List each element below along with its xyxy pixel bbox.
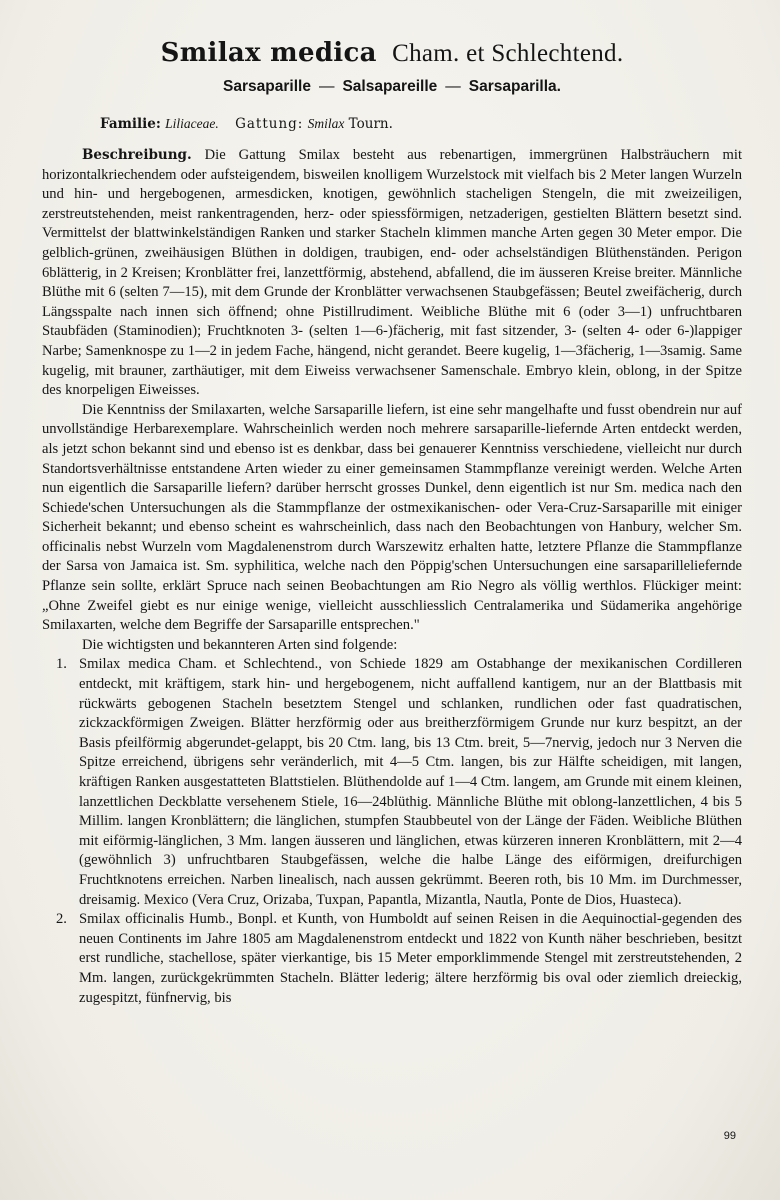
knowledge-paragraph: Die Kenntniss der Smilaxarten, welche Sarsaparille liefern, ist eine sehr mangelhafte und fusst obendrein nur auf unvollständige Herbarexemplare. Wahrscheinlich werden noch mehrere sarsaparille-liefernde Arten entdeckt werden, als jetzt schon bekannt sind und ebenso ist es denkbar, dass bei genauerer Kenntniss verschiedene, vielleicht nur durch Standortsverhältnisse entstandene Arten wieder zu einer gemeinsamen Stammpflanze vereinigt werden. Welche Arten nun eigentlich die Sarsaparille liefern? darüber herrscht grosses Dunkel, denn eigentlich ist nur Sm. medica nach den Schiede'schen Untersuchungen als die Stammpflanze der ostmexikanischen- oder Vera-Cruz-Sarsaparille mit einiger Sicherheit bekannt; und ebenso scheint es wahrscheinlich, dass nach den Beobachtungen von Hanbury, welcher Sm. officinalis nebst Wurzeln vom Magdalenenstrom durch Warszewitz erhalten hatte, letztere Pflanze die Stammpflanze der Sarsa von Jamaica ist. Sm. syphilitica, welche nach den Pöppig'schen Untersuchungen eine sarsaparilleliefernde Pflanze sein sollte, erklärt Spruce nach seinen Beobachtungen am Rio Negro als völlig werthlos. Flückiger meint: „Ohne Zweifel giebt es nur einige wenige, vielleicht ausschliesslich Centralamerika und Südamerika angehörige Smilaxarten, welche dem Begriffe der Sarsaparille entsprechen." [42, 401, 742, 634]
title-species-name: Smilax medica [160, 38, 377, 68]
genus-value: Smilax [307, 116, 345, 131]
genus-label: Gattung: [235, 116, 304, 132]
list-item-number: 1. [56, 656, 67, 673]
page-title [42, 38, 742, 68]
list-item [42, 910, 742, 1008]
list-item-text: Smilax officinalis Humb., Bonpl. et Kunth, von Humboldt auf seinen Reisen in die Aequinoctial-gegenden des neuen Continents im Jahre 1805 am Magdalenenstrom entdeckt und 1822 von Kunth näher beschrieben, besitzt erst rundliche, stachellose, später vierkantige, bis 15 Meter emporklimmende Stengel mit zerstreutstehenden, 2 Mm. langen, zurückgekrümmten Stacheln. Blätter lederig; ältere herzförmig bis oval oder ziemlich dreieckig, zugespitzt, fünfnervig, bis [79, 911, 742, 1006]
species-intro: Die wichtigsten und bekannteren Arten sind folgende: [82, 636, 398, 653]
list-item-text: Smilax medica Cham. et Schlechtend., von Schiede 1829 am Ostabhange der mexikanischen Cordilleren entdeckt, mit kräftigem, stark hin- und hergebogenem, nicht auffallend kantigem, nur an der Blattbasis mit rückwärts gebogenen Stacheln besetztem Stengel und schlanken, rundlichen oder fast quadratischen, zickzackförmigen Zweigen. Blätter herzförmig oder aus breitherzförmigem Grunde nur kurz bespitzt, an der Basis pfeilförmig abgerundet-gelappt, bis 20 Ctm. lang, bis 13 Ctm. breit, 5—7nervig, jedoch nur 3 Nerven die Spitze erreichend, übrigens sehr veränderlich, mit 4—5 Ctm. langen, bis zur Hälfte scheidigen, mit langen, kräftigen Ranken ausgestatteten Blattstielen. Blüthendolde auf 1—4 Ctm. langem, am Grunde mit einem kleinen, lanzettlichen Deckblatte versehenem Stiele, 16—24blüthig. Männliche Blüthe mit oblong-lanzettlichen, 4 bis 5 Millim. langen Kronblättern; die länglichen, stumpfen Staubbeutel von der Länge der Fäden. Weibliche Blüthen mit eiförmig-länglichen, 3 Mm. langen äusseren und länglichen, etwas kürzeren inneren Kronblättern, mit 2—4 (gewöhnlich 3) unfruchtbaren Staubgefässen, welche die halbe Länge des eiförmigen, dreifurchigen Fruchtknotens erreichen. Narben linealisch, nach aussen gekrümmt. Beeren roth, bis 10 Mm. im Durchmesser, dreisamig. Mexico (Vera Cruz, Orizaba, Tuxpan, Papantla, Mizantla, Nautla, Ponte de Dios, Huasteca). [79, 656, 742, 908]
description-label: Beschreibung. [82, 147, 192, 163]
list-item [42, 655, 742, 910]
separator: — [318, 78, 335, 95]
list-item-number: 2. [56, 911, 67, 928]
description-paragraph [42, 146, 742, 401]
species-list [42, 655, 742, 1008]
common-names [42, 78, 742, 96]
family-value: Liliaceae. [165, 116, 219, 131]
separator: — [445, 78, 461, 95]
taxonomy-line [100, 116, 742, 132]
title-authority: Cham. et Schlechtend. [392, 40, 624, 67]
genus-author: Tourn. [348, 116, 393, 132]
common-name-english: Sarsaparilla. [468, 78, 561, 95]
common-name-french: Salsapareille [342, 78, 438, 95]
family-label: Familie: [100, 116, 161, 132]
document-body [42, 146, 742, 1008]
description-text: Die Gattung Smilax besteht aus rebenartigen, immergrünen Halbsträuchern mit horizontalkriechendem oder aufsteigendem, bisweilen knolligem Wurzelstock mit vielfach bis 2 Meter langen Wurzeln und hin- und hergebogenen, armesdicken, knotigen, gewöhnlich stacheligen Stengeln, die mit zweizeiligen, zerstreutstehenden, meist rankentragenden, herz- oder spiessförmigen, netzaderigen, gestielten Blättern besetzt sind. Vermittelst der blattwinkelständigen Ranken und starker Stacheln klimmen manche Arten gegen 30 Meter empor. Die gelblich-grünen, zweihäusigen Blüthen in doldigen, traubigen, end- oder achselständigen Blüthenständen. Perigon 6blätterig, in 2 Kreisen; Kronblätter frei, lanzettförmig, abstehend, abfallend, die im äusseren Kreise breiter. Männliche Blüthe mit 6 (selten 7—15), mit dem Grunde der Kronblätter verwachsenen Staubgefässen; Beutel zweifächerig, durch Längsspalte nach innen sich öffnend; ohne Pistillrudiment. Weibliche Blüthe mit 6 (oder 3—1) unfruchtbaren Staubfäden (Staminodien); Fruchtknoten 3- (selten 1—6-)fächerig, mit fast sitzender, 3- (selten 4- oder 6-)lappiger Narbe; Samenknospe zu 1—2 in jedem Fache, hängend, nicht gerandet. Beere kugelig, 1—3fächerig, 1—3samig. Same kugelig, mit brauner, zarthäutiger, mit dem Eiweiss verwachsener Samenschale. Embryo klein, oblong, in der Spitze des knorpeligen Eiweisses. [42, 147, 742, 399]
page-number: 99 [723, 1130, 736, 1142]
common-name-german: Sarsaparille [223, 78, 311, 95]
